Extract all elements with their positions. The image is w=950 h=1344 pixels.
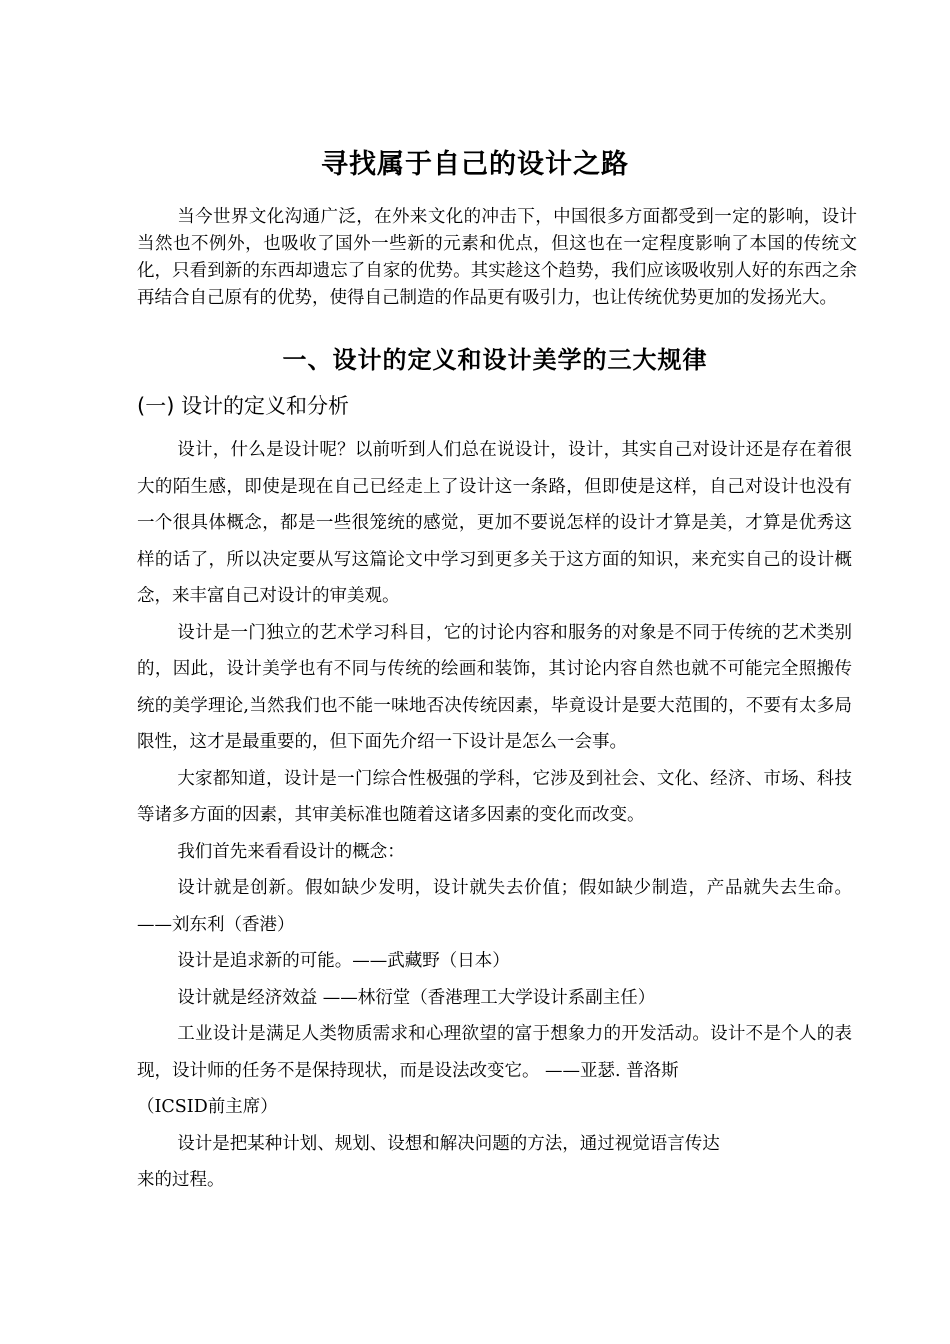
subsection-heading: (一) 设计的定义和分析 xyxy=(137,394,350,418)
paragraph: 我们首先来看看设计的概念： xyxy=(177,841,405,862)
section-heading: 一、设计的定义和设计美学的三大规律 xyxy=(282,346,708,374)
paragraph: 工业设计是满足人类物质需求和心理欲望的富于想象力的开发活动。设计不是个人的表现，设计师的任务不是保持现状，而是设法改变它。 ——亚瑟. 普洛斯 xyxy=(137,1024,852,1081)
paragraph: 设计是一门独立的艺术学习科目，它的讨论内容和服务的对象是不同于传统的艺术类别的，因此，设计美学也有不同与传统的绘画和装饰，其讨论内容自然也就不可能完全照搬传统的美学理论,当然我们也不能一味地否决传统因素，毕竟设计是要大范围的，不要有太多局限性，这才是最重要的，但下面先介绍一下设计是怎么一会事。 xyxy=(137,622,852,752)
paragraph: 设计就是创新。假如缺少发明，设计就失去价值；假如缺少制造，产品就失去生命。——刘东利（香港） xyxy=(137,878,852,935)
paragraph: 大家都知道，设计是一门综合性极强的学科，它涉及到社会、文化、经济、市场、科技等诸多方面的因素，其审美标准也随着这诸多因素的变化而改变。 xyxy=(137,768,852,825)
paragraph-line: 设计是把某种计划、规划、设想和解决问题的方法，通过视觉语言传达 xyxy=(177,1133,720,1154)
paragraph: 设计就是经济效益 ——林衍堂（香港理工大学设计系副主任） xyxy=(177,987,656,1008)
paragraph: 设计，什么是设计呢？以前听到人们总在说设计，设计，其实自己对设计还是存在着很大的陌生感，即使是现在自己已经走上了设计这一条路，但即使是这样，自己对设计也没有一个很具体概念，都是一些很笼统的感觉，更加不要说怎样的设计才算是美，才算是优秀这样的话了，所以决定要从写这篇论文中学习到更多关于这方面的知识，来充实自己的设计概念，来丰富自己对设计的审美观。 xyxy=(137,440,852,606)
paragraph: 设计是追求新的可能。——武藏野（日本） xyxy=(177,951,510,971)
paragraph-continuation: （ICSID前主席） xyxy=(137,1097,278,1117)
paragraph-line: 来的过程。 xyxy=(137,1170,225,1190)
body-text xyxy=(137,432,852,1199)
intro-text: 当今世界文化沟通广泛，在外来文化的冲击下，中国很多方面都受到一定的影响，设计当然也不例外，也吸收了国外一些新的元素和优点，但这也在一定程度影响了本国的传统文化，只看到新的东西却遗忘了自家的优势。其实趁这个趋势，我们应该吸收别人好的东西之余再结合自己原有的优势，使得自己制造的作品更有吸引力，也让传统优势更加的发扬光大。 xyxy=(137,207,857,308)
intro-paragraph xyxy=(137,204,857,312)
document-title: 寻找属于自己的设计之路 xyxy=(321,149,629,180)
paragraph xyxy=(137,1126,852,1163)
